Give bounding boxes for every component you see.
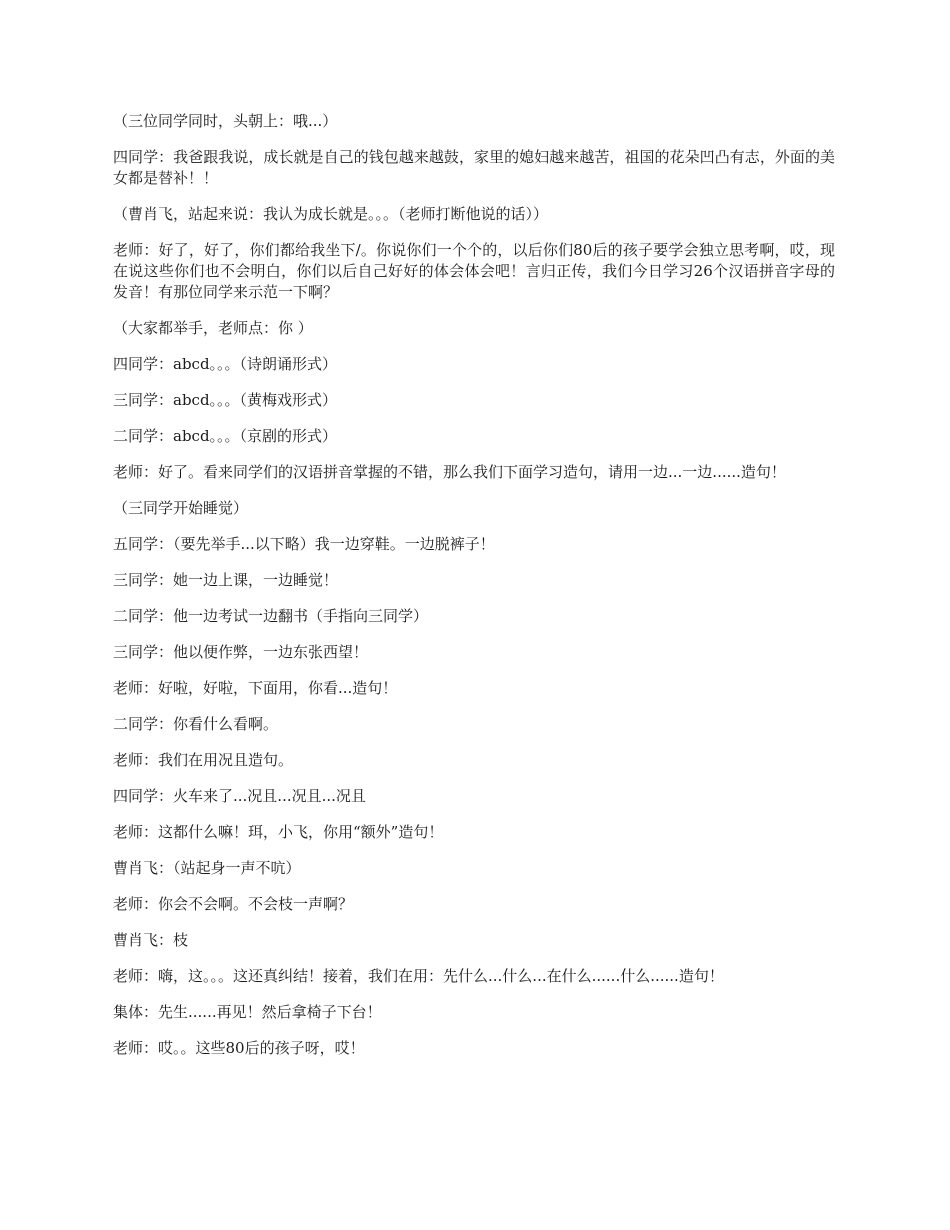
paragraph: 曹肖飞：（站起身一声不吭）	[113, 859, 301, 877]
paragraph: 四同学：我爸跟我说，成长就是自己的钱包越来越鼓，家里的媳妇越来越苦，祖国的花朵凹凸有志，外面的美女都是替补！！	[113, 148, 835, 187]
paragraph: 三同学：她一边上课，一边睡觉！	[113, 571, 339, 589]
paragraph: （曹肖飞，站起来说：我认为成长就是。。。（老师打断他说的话））	[113, 205, 549, 223]
paragraph: （三同学开始睡觉）	[113, 499, 249, 517]
paragraph: 四同学：火车来了...况且...况且...况且	[113, 787, 366, 805]
paragraph: （三位同学同时，头朝上：哦...）	[113, 112, 338, 130]
paragraph: 五同学：（要先举手...以下略）我一边穿鞋。一边脱裤子！	[113, 535, 495, 553]
paragraph: 四同学：abcd。。。（诗朗诵形式）	[113, 355, 338, 373]
paragraph: 老师：哎。。这些80后的孩子呀，哎！	[113, 1039, 365, 1057]
paragraph: 老师：我们在用况且造句。	[113, 751, 294, 769]
paragraph: 老师：这都什么嘛！珥，小飞，你用“额外”造句！	[113, 823, 444, 841]
paragraph: 二同学：他一边考试一边翻书（手指向三同学）	[113, 607, 429, 625]
paragraph: 集体：先生......再见！然后拿椅子下台！	[113, 1003, 382, 1021]
paragraph: 老师：好啦，好啦，下面用，你看...造句！	[113, 679, 398, 697]
paragraph: 老师：嗨，这。。。这还真纠结！接着，我们在用：先什么...什么...在什么......什么......造句！	[113, 967, 724, 985]
paragraph: 老师：你会不会啊。不会枝一声啊？	[113, 895, 354, 913]
paragraph: 二同学：abcd。。。（京剧的形式）	[113, 427, 338, 445]
paragraph: 三同学：他以便作弊，一边东张西望！	[113, 643, 369, 661]
paragraph: 三同学：abcd。。。（黄梅戏形式）	[113, 391, 338, 409]
paragraph: （大家都举手，老师点：你 ）	[113, 319, 313, 337]
paragraph: 曹肖飞：枝	[113, 931, 189, 949]
document-body	[113, 111, 835, 1074]
paragraph: 老师：好了。看来同学们的汉语拼音掌握的不错，那么我们下面学习造句，请用一边...一边......造句！	[113, 463, 786, 481]
paragraph: 二同学：你看什么看啊。	[113, 715, 279, 733]
paragraph: 老师：好了，好了，你们都给我坐下/。你说你们一个个的，以后你们80后的孩子要学会独立思考啊，哎，现在说这些你们也不会明白，你们以后自己好好的体会体会吧！言归正传，我们今日学习26个汉语拼音字母的发音！有那位同学来示范一下啊？	[113, 241, 835, 301]
